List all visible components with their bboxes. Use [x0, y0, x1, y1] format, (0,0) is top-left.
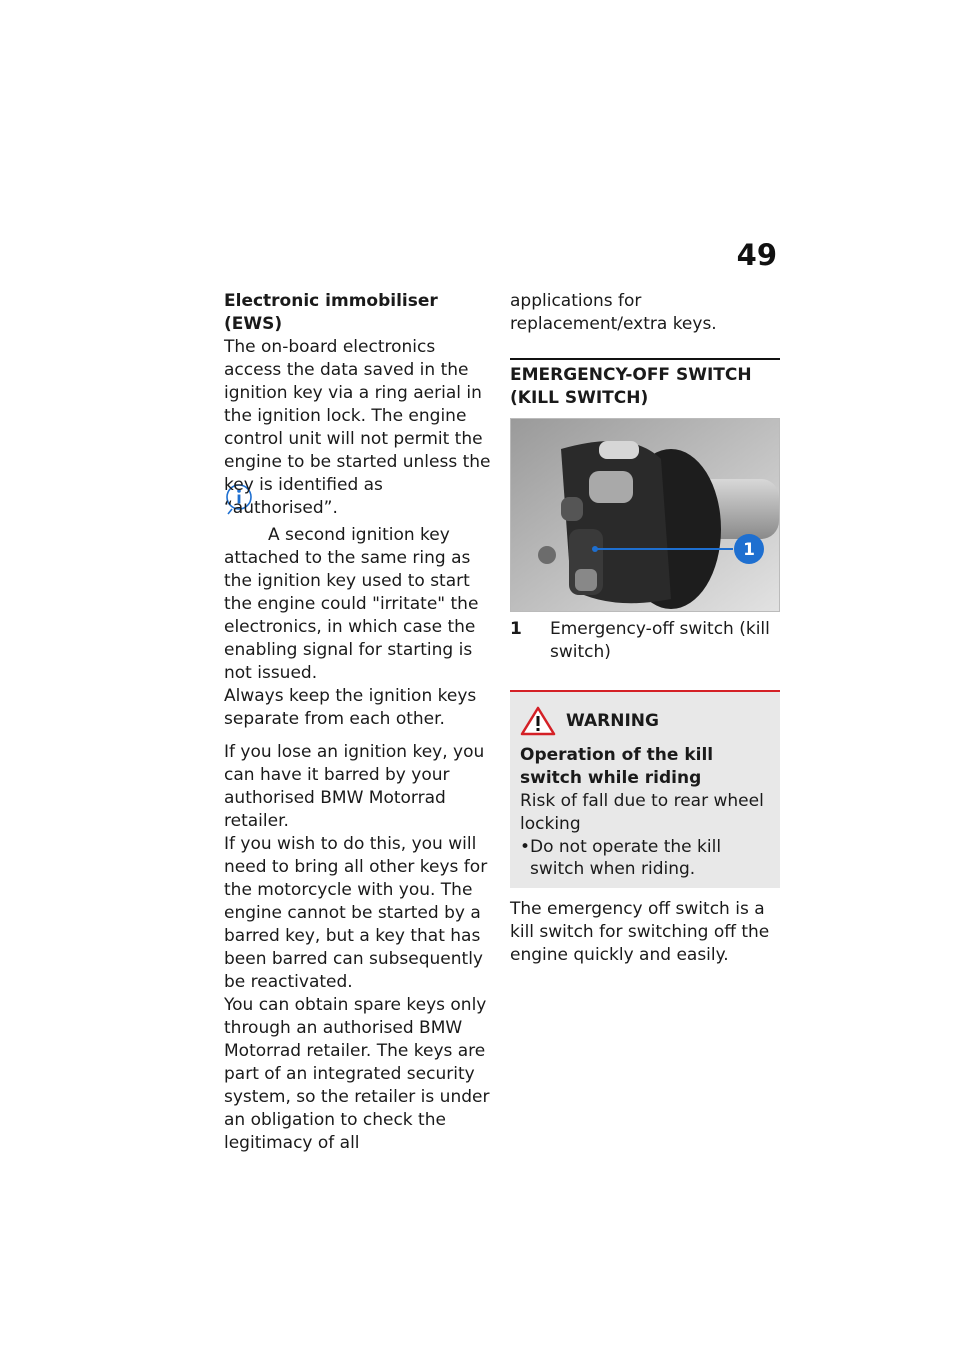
paragraph-lost-key: If you lose an ignition key, you can have it barred by your authorised BMW Motorrad retailer.: [224, 742, 485, 831]
paragraph-spare-keys: You can obtain spare keys only through an authorised BMW Motorrad retailer. The keys are part of an integrated security system, so the retailer is under an obligation to check the legitimacy of all: [224, 995, 490, 1153]
figure-callout-1: 1: [743, 540, 755, 560]
page-number: 49: [736, 238, 777, 272]
warning-header: [520, 706, 770, 736]
figure-legend: [510, 618, 780, 664]
warning-bullet: • Do not operate the kill switch when riding.: [520, 836, 770, 880]
warning-subtitle: Operation of the kill switch while riding: [520, 745, 714, 788]
paragraph-ews-intro: The on-board electronics access the data saved in the ignition key via a ring aerial in the ignition lock. The engine control unit will not permit the engine to be started unless the key is identified as “authorised”.: [224, 337, 491, 518]
note-text: A second ignition key attached to the same ring as the ignition key used to start the engine could "irritate" the electronics, in which case the enabling signal for starting is not issued.: [224, 525, 479, 683]
warning-title: WARNING: [566, 711, 659, 731]
section-divider: [510, 358, 780, 360]
warning-body: Risk of fall due to rear wheel locking: [520, 791, 764, 834]
kill-switch-illustration: [510, 418, 780, 612]
legend-label: Emergency-off switch (kill switch): [550, 619, 770, 662]
section-heading-ews: Electronic immobiliser (EWS): [224, 291, 438, 334]
handlebar-photo: [511, 419, 779, 611]
warning-triangle-icon: [520, 706, 556, 736]
section-heading-kill-switch: EMERGENCY-OFF SWITCH (KILL SWITCH): [510, 365, 752, 408]
right-column: [510, 290, 780, 967]
left-column: [224, 290, 492, 1155]
note-advice: Always keep the ignition keys separate from each other.: [224, 686, 477, 729]
paragraph-continuation: applications for replacement/extra keys.: [510, 291, 717, 334]
legend-number: 1: [510, 619, 522, 639]
info-note: [224, 524, 492, 685]
paragraph-closing: The emergency off switch is a kill switch for switching off the engine quickly and easily.: [510, 899, 770, 965]
warning-box: [510, 690, 780, 888]
warning-bullet-text: Do not operate the kill switch when riding.: [530, 837, 722, 879]
paragraph-bring-keys: If you wish to do this, you will need to bring all other keys for the motorcycle with you. The engine cannot be started by a barred key, but a key that has been barred can subsequently be reactivated.: [224, 834, 488, 992]
